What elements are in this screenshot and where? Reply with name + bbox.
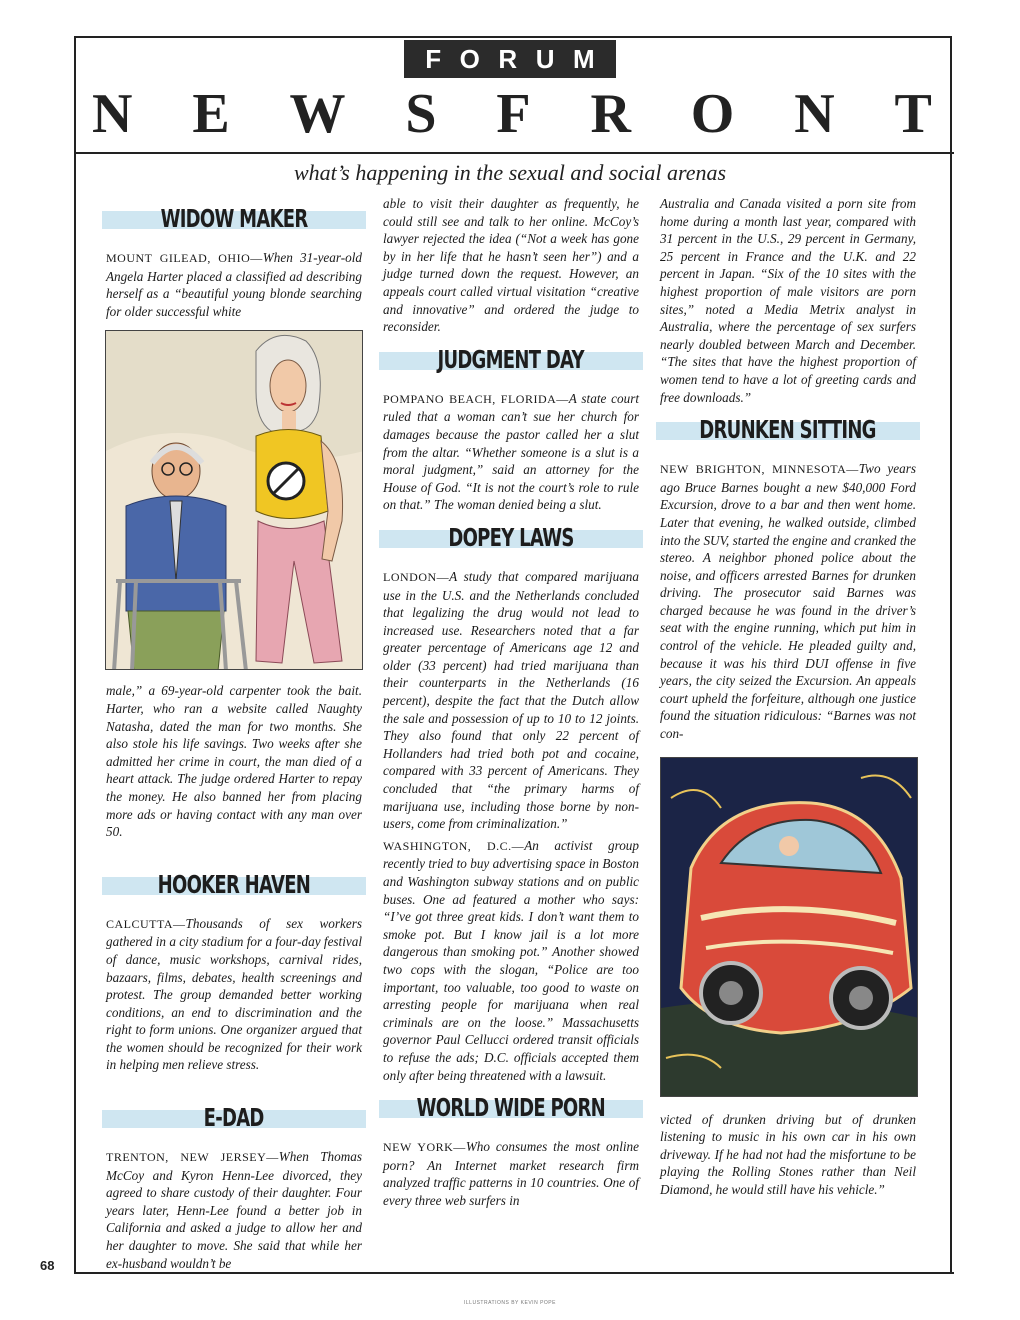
masthead-title [92,84,932,144]
forum-kicker [404,40,616,78]
dateline: NEW BRIGHTON, MINNESOTA— [660,462,859,477]
article-widow-maker [106,249,362,320]
article-text: Who consumes the most online porn? An Internet market research firm analyzed traffic patterns in 10 countries. One of every three web surfers in [383,1139,639,1208]
headline-text: DRUNKEN SITTING [699,415,877,445]
headline-text: JUDGMENT DAY [437,344,585,374]
article-dopey-laws [383,568,639,833]
kicker-letter: O [459,43,480,74]
article-hooker-haven [106,915,362,1074]
headline-drunken-sitting [660,410,916,450]
title-letter: W [289,83,346,145]
article-text: When Thomas McCoy and Kyron Henn-Lee divorced, they agreed to share custody of their daughter. Four years later, Henn-Lee found a better job in California and asked a judge to allow her and her daughter to move. She said that while her ex-husband wouldn’t be [106,1149,362,1271]
article-text: When 31-year-old Angela Harter placed a classified ad describing herself as a “beautiful young blonde searching for older successful white [106,250,362,319]
title-letter: T [894,83,932,145]
page-subtitle: what’s happening in the sexual and social arenas [293,160,727,185]
title-letter: O [690,83,735,145]
headline-hooker-haven [106,865,362,905]
title-letter: E [192,83,230,145]
title-letter: S [405,83,437,145]
masthead-rule [74,152,954,154]
dateline: NEW YORK— [383,1140,466,1155]
kicker-letter: F [425,43,442,74]
dateline: CALCUTTA— [106,916,186,931]
page-number: 68 [40,1258,55,1273]
article-judgment-day [383,390,639,514]
headline-text: DOPEY LAWS [448,523,574,553]
illustration-old-man-and-blonde [105,330,363,670]
title-letter: N [794,83,835,145]
article-e-dad [106,1148,362,1272]
article-drunken-sitting [660,460,916,743]
illustration-suv [660,757,918,1097]
article-text: Thousands of sex workers gathered in a city stadium for a four-day festival of dance, music workshops, carnival rides, bazaars, films, debates, health screenings and protest. The group demanded better working conditions, an end to discrimination and the right to form unions. One organizer argued that the women should be recognized for their work in helping men relieve stress. [106,915,362,1073]
article-text: Two years ago Bruce Barnes bought a new $40,000 Ford Excursion, drove to a bar and then went home. Later that evening, he walked outside, climbed into the SUV, started the engine and cranked the stereo. A neighbor phoned police about the noise, and officers arrested Barnes for drunken driving. The prosecutor said Barnes was charged because he was found in the driver’s seat with the engine running, which put him in control of the vehicle. He pleaded guilty and, because it was his third DUI offense in five years, the city seized the Excursion. An appeals court upheld the forfeiture, although one justice found the situation ridiculous: “Barnes was not con- [660,461,917,742]
headline-widow-maker [106,199,362,239]
article-world-wide-porn [383,1138,639,1209]
article-text: A study that compared marijuana use in the U.S. and the Netherlands concluded that legalizing the drug would not lead to increased use. Researchers noted that a far greater percentage of Americans age 12 and older (33 percent) had tried marijuana than their counterparts in the Netherlands (16 percent), despite the fact that the Dutch allow the sale and possession of up to 10 to 12 joints. They also found that only 22 percent of Hollanders had tried both pot and cocaine, compared with 33 percent of Americans. They concluded that “the primary harms of marijuana use, including those borne by non-users, come from criminalization.” [383,568,639,832]
title-letter: F [496,83,531,145]
kicker-letter: M [573,43,595,74]
headline-text: WORLD WIDE PORN [416,1093,606,1123]
headline-world-wide-porn [383,1088,639,1128]
headline-text: WIDOW MAKER [160,204,308,234]
headline-text: HOOKER HAVEN [157,869,311,899]
article-text: male,” a 69-year-old carpenter took the bait. Harter, who ran a website called Naughty Natasha, dated the man for two months. She also stole his life savings. Two weeks after she admitted her crime in court, the man died of a heart attack. The judge ordered Harter to repay the money. He also banned her from placing more ads or having contact with any man over 50. [106,683,362,840]
headline-judgment-day [383,340,639,380]
dateline: MOUNT GILEAD, OHIO— [106,251,263,265]
article-text: Australia and Canada visited a porn site from home during a month last year, compared with 31 percent in the U.S., 29 percent in Germany, 25 percent in France and the U.K. and 22 percent in Japan. “Six of the 10 sites with the highest proportion of male visitors are porn sites,” noted a Media Metrix analyst in Australia, where the percentage of sex surfers nearly doubled between March and December. “The sites that have the highest proportion of women tend to have a lot of greeting cards and free downloads.” [660,196,916,405]
headline-e-dad [106,1098,362,1138]
footer-rule [74,1272,954,1274]
dateline: POMPANO BEACH, FLORIDA— [383,391,569,406]
article-dopey-laws-dc [383,837,639,1084]
dateline: WASHINGTON, D.C.— [383,838,525,853]
article-text: victed of drunken driving but of drunken listening to music in his own car in his own driveway. If he had not had the misfortune to be playing the Rolling Stones rather than Neil Diamond, he would still have his vehicle.” [660,1111,916,1197]
column-3 [660,195,916,1203]
dateline: LONDON— [383,569,450,584]
dateline: TRENTON, NEW JERSEY— [106,1150,279,1165]
article-text: able to visit their daughter as frequently, he could still see and talk to her online. McCoy’s lawyer rejected the idea (“Not a week has gone by in her life that he hasn’t seen her”) and a judge turned down the request. However, an appeals court called virtual visitation “creative and innovative” and ordered the judge to reconsider. [383,196,639,335]
headline-text: E-DAD [204,1103,264,1133]
kicker-letter: R [498,43,518,74]
illustration-credit: ILLUSTRATIONS BY KEVIN POPE [464,1300,556,1306]
title-letter: N [92,83,133,145]
title-letter: R [590,83,631,145]
article-text: An activist group recently tried to buy advertising space in Boston and Washington subway stations and on public buses. One ad featured a mother who says: “I’ve got three great kids. I don’t want them to smoke pot. But I know jail is a lot more dangerous than smoking pot.” Another showed two cops with the slogan, “Police are too important, too valuable, too good to waste on arresting people for marijuana when real criminals are on the loose.” Massachusetts governor Paul Cellucci ordered transit officials to refuse the ads; D.C. officials accepted them only after being threatened with a lawsuit. [383,837,639,1083]
article-text: A state court ruled that a woman can’t sue her church for damages because the pastor called her a slut from the altar. “Whether someone is a slut is a moral judgment,” said an attorney for the House of God. “It is not the court’s role to rule on that.” The woman denied being a slut. [383,390,639,513]
headline-dopey-laws [383,518,639,558]
column-2 [383,195,639,1214]
column-1 [106,195,362,1276]
kicker-letter: U [535,43,555,74]
